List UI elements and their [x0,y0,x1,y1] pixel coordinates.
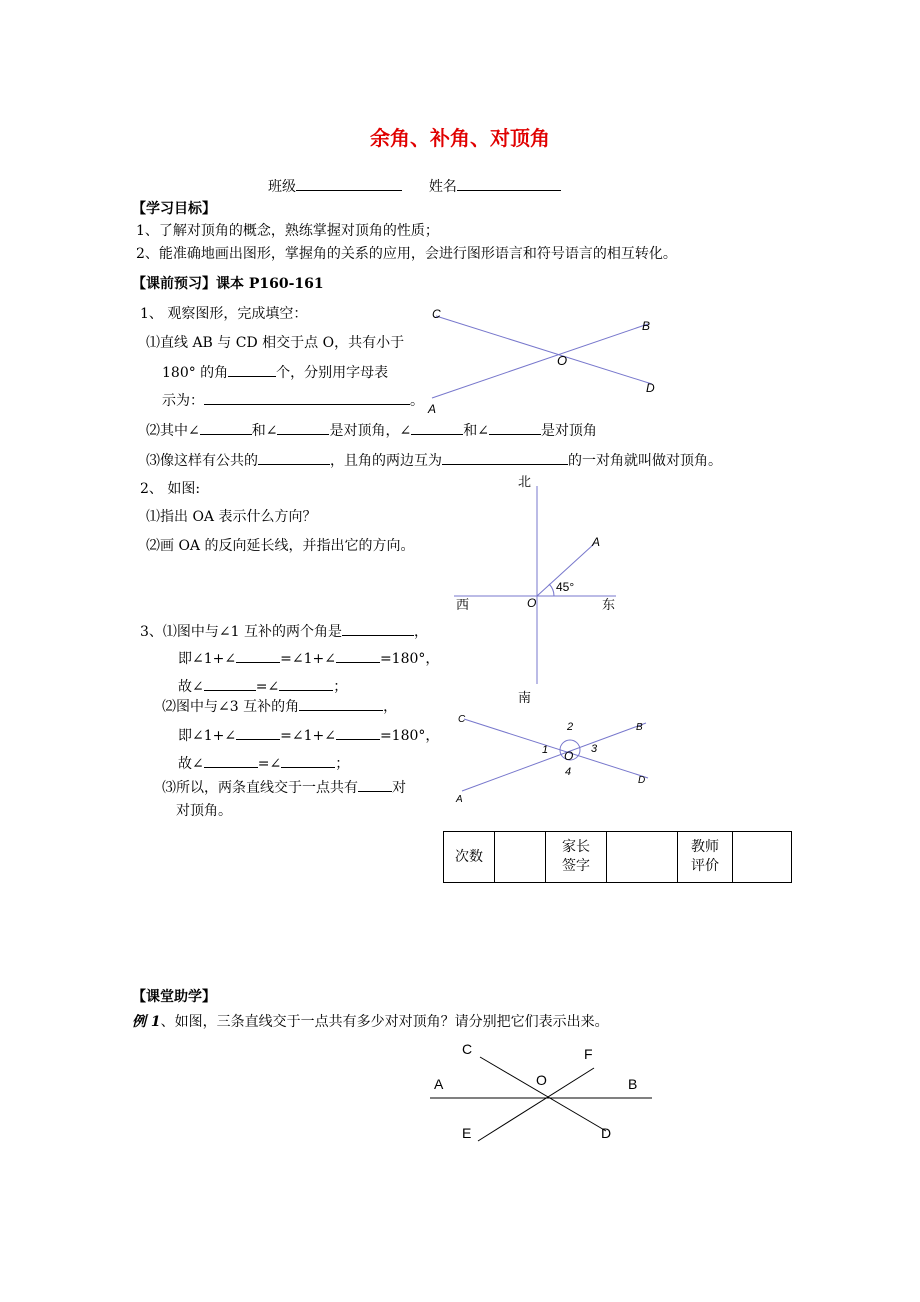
class-blank[interactable] [296,176,402,191]
q1-count-blank[interactable] [228,362,276,377]
label-f: F [584,1046,593,1062]
q3-p2-post: ， [383,699,398,715]
parent-line2: 签字 [562,858,590,874]
label-o: O [564,749,574,763]
q1-angles-blank[interactable] [204,390,410,405]
q2-p1: ⑴指出 OA 表示什么方向？ [146,509,317,525]
q1-p3-blank2[interactable] [442,450,568,465]
line-cd [480,1057,606,1131]
q3-p1-blank[interactable] [342,621,414,636]
q1-p3-pre: ⑶像这样有公共的 [146,453,258,469]
q3-l3a: 即∠1+∠ [178,728,237,744]
label-e: E [462,1125,472,1141]
q3-l2c: ； [333,679,348,695]
q3-p3-post: 对 [392,780,406,796]
teacher-line2: 评价 [691,858,719,874]
label-d: D [638,775,646,786]
q1-p2-end: 是对顶角 [540,423,597,439]
q1-p3-blank1[interactable] [258,450,330,465]
q3-l1b: =∠1+∠ [280,651,336,667]
cell-teacher-eval[interactable] [733,832,792,883]
label-c: C [458,714,466,725]
q3-l3-blank1[interactable] [236,725,280,740]
figure-numbered-angles [450,708,660,808]
q3-l3b: =∠1+∠ [280,728,336,744]
line-cd [436,316,652,384]
q3-p2-pre: ⑵图中与∠3 互补的角 [162,699,300,715]
q1-p2 [146,420,597,440]
q1-p2-mid: 是对顶角，∠ [329,423,412,439]
label-b: B [642,319,651,333]
q1-p1b [162,362,388,382]
figure-compass [450,472,630,710]
q3-p3-line2: 对顶角。 [176,803,232,819]
label-o: O [536,1072,547,1088]
label-o: O [557,353,568,368]
label-north: 北 [518,474,532,489]
name-label: 姓名 [428,179,457,195]
cell-teacher-label [678,832,733,883]
name-blank[interactable] [457,176,561,191]
q3-l4a: 故∠ [178,756,204,772]
angle-arc [549,584,554,596]
q3-p3 [162,777,406,797]
q1-p1c [162,390,424,410]
q1-p2-and1: 和∠ [251,423,278,439]
q3-p2 [162,696,397,716]
objectives-heading: 【学习目标】 [132,201,216,217]
figure-three-lines [420,1035,660,1145]
label-c: C [462,1041,473,1057]
line-ab [462,723,646,791]
preview-heading: 【课前预习】课本 P160-161 [132,276,324,292]
cell-times-label: 次数 [444,832,495,883]
q1-p2-blank2[interactable] [277,420,329,435]
label-b: B [636,722,643,733]
objective-item: 2、能准确地画出图形，掌握角的关系的应用，会进行图形语言和符号语言的相互转化。 [136,246,677,262]
label-origin: O [527,596,537,610]
q3-l2-blank2[interactable] [279,676,333,691]
page-title: 余角、补角、对顶角 [370,126,550,150]
q3-p1-pre: 3、⑴图中与∠1 互补的两个角是 [140,624,342,640]
cell-times-value[interactable] [495,832,546,883]
label-b: B [628,1076,638,1092]
label-d: D [646,381,655,395]
angle-1: 1 [542,744,549,756]
angle-2: 2 [567,721,574,733]
q2-p2: ⑵画 OA 的反向延长线，并指出它的方向。 [146,538,415,554]
label-c: C [432,307,441,321]
q1-p1c-post: 。 [410,393,424,409]
objective-item: 1、了解对顶角的概念，熟练掌握对顶角的性质； [136,223,439,239]
table-row [444,832,792,883]
parent-line1: 家长 [562,839,590,855]
q1-p1c-pre: 示为： [162,393,204,409]
line-cd [464,719,648,778]
q1-p2-pre: ⑵其中∠ [146,423,200,439]
evaluation-table [443,831,792,883]
cell-parent-label [546,832,607,883]
q3-l3c: =180°， [379,728,440,744]
q1-p1b-post: 个，分别用字母表 [276,365,389,381]
q1-p2-blank4[interactable] [489,420,541,435]
q3-l4b: =∠ [257,756,282,772]
q1-p3 [146,450,722,470]
q3-line3 [178,725,439,745]
q3-line4 [178,753,349,773]
angle-4: 4 [565,766,572,778]
q3-l2b: =∠ [255,679,280,695]
teacher-line1: 教师 [691,839,719,855]
label-west: 西 [456,597,470,612]
q3-l4-blank1[interactable] [204,753,258,768]
q3-p1-post: ， [414,624,428,640]
label-a: A [456,794,463,805]
q2-intro: 2、 如图: [140,481,201,497]
q3-line1 [178,648,439,668]
q3-l1a: 即∠1+∠ [178,651,237,667]
q3-l4c: ； [335,756,350,772]
label-angle: 45° [556,580,575,594]
class-help-heading: 【课堂助学】 [132,989,216,1005]
label-a: A [592,535,601,549]
q3-line2 [178,676,347,696]
q3-p3-blank[interactable] [358,777,392,792]
q3-l1-blank1[interactable] [236,648,280,663]
q1-p2-blank1[interactable] [200,420,252,435]
line-ab [432,324,648,398]
q1-p3-end: 的一对角就叫做对顶角。 [568,453,722,469]
label-east: 东 [602,597,616,612]
label-a: A [434,1076,444,1092]
example-1 [132,1013,609,1031]
q1-p2-and2: 和∠ [463,423,489,439]
q1-p3-mid: ，且角的两边互为 [330,453,442,469]
q3-l1-blank2[interactable] [336,648,380,663]
q3-l1c: =180°， [379,651,440,667]
class-label: 班级 [268,179,296,195]
label-d: D [601,1125,612,1141]
q1-p1a: ⑴直线 AB 与 CD 相交于点 O，共有小于 [146,335,405,351]
q3-p3-pre: ⑶所以，两条直线交于一点共有 [162,780,358,796]
q3-l2-blank1[interactable] [204,676,256,691]
example-label: 例 1 [132,1014,161,1030]
q3-l3-blank2[interactable] [336,725,380,740]
q1-intro: 1、 观察图形，完成填空： [140,306,308,322]
cell-parent-sign[interactable] [607,832,678,883]
q1-p2-blank3[interactable] [411,420,463,435]
label-south: 南 [518,690,532,705]
q3-l2a: 故∠ [178,679,204,695]
label-a: A [428,402,437,416]
q1-p1b-pre: 180° 的角 [162,365,229,381]
example-text: 、如图，三条直线交于一点共有多少对对顶角？请分别把它们表示出来。 [160,1014,609,1030]
q3-p2-blank[interactable] [299,696,383,711]
angle-3: 3 [591,743,598,755]
class-name-line [268,176,561,196]
q3-p1 [140,621,428,641]
q3-l4-blank2[interactable] [281,753,335,768]
figure-intersecting-lines [420,300,670,420]
